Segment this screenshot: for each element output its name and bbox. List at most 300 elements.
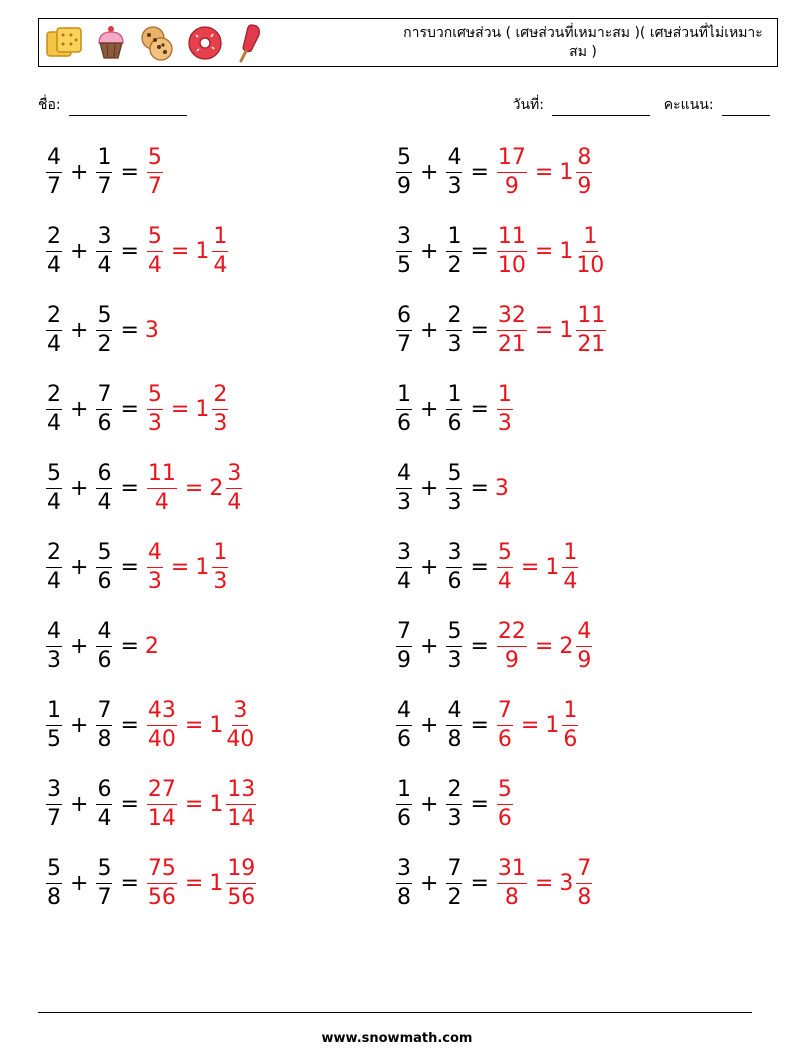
fraction-a [46, 303, 62, 358]
fraction-a [396, 145, 412, 200]
answer-fraction [497, 698, 513, 753]
footer-rule [38, 1012, 752, 1013]
fraction-b-denominator: 2 [447, 252, 462, 278]
fraction-b-numerator: 1 [446, 382, 462, 410]
answer-fraction-numerator: 5 [497, 777, 513, 805]
mixed-denominator: 14 [227, 805, 256, 831]
problem-item [44, 221, 230, 281]
problem-item [44, 300, 160, 360]
fraction-b [446, 619, 462, 674]
equals-sign: = [470, 475, 489, 501]
equals-sign: = [120, 870, 139, 896]
equals-sign: = [120, 712, 139, 738]
answer-equals-sign: = [534, 238, 554, 264]
answer-fraction [147, 145, 163, 200]
problem-item [394, 537, 580, 597]
fraction-a-numerator: 1 [396, 382, 412, 410]
fraction-a [46, 777, 62, 832]
fraction-b-denominator: 2 [447, 884, 462, 910]
equals-sign: = [120, 791, 139, 817]
mixed-denominator: 21 [577, 331, 606, 357]
answer-fraction-numerator: 5 [147, 145, 163, 173]
answer-fraction-denominator: 3 [147, 568, 162, 594]
fraction-a-numerator: 2 [46, 382, 62, 410]
mixed-numerator: 8 [576, 145, 592, 173]
fraction-a-numerator: 1 [46, 698, 62, 726]
mixed-whole: 2 [559, 633, 574, 659]
fraction-b [96, 698, 112, 753]
answer-fraction-denominator: 4 [147, 252, 162, 278]
answer [495, 698, 580, 753]
plus-sign: + [420, 159, 439, 185]
mixed-denominator: 3 [213, 568, 228, 594]
mixed-numerator: 1 [212, 540, 228, 568]
plus-sign: + [420, 712, 439, 738]
fraction-b-denominator: 6 [447, 568, 462, 594]
answer-fraction-denominator: 9 [504, 173, 519, 199]
problem-item [394, 379, 515, 439]
fraction-a-denominator: 3 [397, 489, 411, 515]
answer-fraction-numerator: 75 [147, 856, 177, 884]
plus-sign: + [70, 159, 89, 185]
donut-icon [187, 25, 223, 61]
fraction-b-numerator: 1 [446, 224, 462, 252]
answer-fraction [147, 777, 177, 832]
problem-item [394, 695, 580, 755]
answer [145, 856, 258, 911]
plus-sign: + [70, 870, 89, 896]
date-blank[interactable] [552, 101, 650, 116]
mixed-numerator: 3 [232, 698, 248, 726]
fraction-a-denominator: 4 [47, 489, 61, 515]
mixed-numerator: 1 [212, 224, 228, 252]
name-label: ชื่อ: [38, 97, 61, 113]
fraction-a [396, 382, 412, 437]
problem-item [44, 616, 160, 676]
answer-fraction [497, 145, 527, 200]
fraction-b-numerator: 3 [446, 540, 462, 568]
plus-sign: + [420, 475, 439, 501]
mixed-numerator: 4 [576, 619, 592, 647]
plus-sign: + [420, 791, 439, 817]
fraction-a-numerator: 4 [46, 619, 62, 647]
footer-url: www.snowmath.com [321, 1031, 473, 1046]
mixed-denominator: 8 [577, 884, 592, 910]
fraction-a-denominator: 4 [397, 568, 411, 594]
mixed-numerator: 7 [576, 856, 592, 884]
answer-equals-sign: = [534, 317, 554, 343]
problem-item [394, 142, 594, 202]
answer-fraction-denominator: 10 [497, 252, 526, 278]
fraction-b-denominator: 6 [97, 647, 112, 673]
fraction-a-denominator: 5 [397, 252, 411, 278]
mixed-numerator: 1 [582, 224, 598, 252]
mixed-whole: 1 [545, 554, 560, 580]
fraction-a-denominator: 4 [47, 252, 61, 278]
equals-sign: = [470, 870, 489, 896]
answer-fraction-numerator: 32 [497, 303, 527, 331]
cupcake-icon [95, 25, 127, 61]
equals-sign: = [120, 238, 139, 264]
equals-sign: = [470, 554, 489, 580]
answer-whole: 3 [144, 317, 159, 343]
plus-sign: + [70, 475, 89, 501]
problem-item [44, 458, 244, 518]
answer [145, 540, 230, 595]
answer-fraction [147, 540, 163, 595]
mixed-denominator: 4 [227, 489, 242, 515]
mixed-denominator: 3 [213, 410, 228, 436]
date-label: วันที่: [512, 97, 544, 113]
fraction-a-denominator: 8 [397, 884, 411, 910]
mixed-numerator: 3 [226, 461, 242, 489]
equals-sign: = [120, 396, 139, 422]
answer-equals-sign: = [184, 870, 204, 896]
answer-fraction-denominator: 6 [497, 726, 512, 752]
answer-fraction-denominator: 4 [497, 568, 512, 594]
answer-fraction [497, 856, 527, 911]
answer-fraction-denominator: 8 [504, 884, 519, 910]
fraction-b-denominator: 7 [97, 884, 112, 910]
mixed-whole: 1 [545, 712, 560, 738]
icon-row [45, 23, 265, 63]
fraction-a-denominator: 6 [397, 805, 411, 831]
answer [145, 634, 160, 659]
answer-fraction-numerator: 1 [497, 382, 513, 410]
fraction-a-numerator: 5 [396, 145, 412, 173]
problem-item [394, 616, 594, 676]
answer [145, 461, 244, 516]
problem-item [394, 458, 510, 518]
fraction-a-numerator: 2 [46, 303, 62, 331]
fraction-b-numerator: 5 [96, 856, 112, 884]
fraction-a [396, 461, 412, 516]
answer-fraction-numerator: 27 [147, 777, 177, 805]
answer-fraction-numerator: 17 [497, 145, 527, 173]
fraction-b [96, 777, 112, 832]
answer-fraction [497, 777, 513, 832]
fraction-b-numerator: 4 [96, 619, 112, 647]
equals-sign: = [470, 396, 489, 422]
mixed-fraction [212, 224, 228, 279]
answer-fraction-denominator: 4 [154, 489, 169, 515]
problem-item [44, 142, 165, 202]
problem-item [44, 695, 256, 755]
equals-sign: = [470, 633, 489, 659]
mixed-whole: 1 [559, 159, 574, 185]
fraction-b-denominator: 3 [447, 805, 462, 831]
answer-fraction-denominator: 14 [147, 805, 176, 831]
fraction-b [446, 777, 462, 832]
fraction-b-denominator: 3 [447, 489, 462, 515]
fraction-b-denominator: 2 [97, 331, 112, 357]
answer-fraction-denominator: 3 [497, 410, 512, 436]
equals-sign: = [470, 712, 489, 738]
fraction-b-numerator: 5 [446, 619, 462, 647]
fraction-b-numerator: 2 [446, 303, 462, 331]
mixed-whole: 1 [559, 317, 574, 343]
problem-item [44, 853, 258, 913]
equals-sign: = [470, 159, 489, 185]
answer-fraction-numerator: 5 [147, 382, 163, 410]
mixed-denominator: 56 [227, 884, 256, 910]
answer-equals-sign: = [520, 554, 540, 580]
answer-fraction-denominator: 40 [147, 726, 176, 752]
mixed-numerator: 1 [562, 698, 578, 726]
answer [145, 698, 256, 753]
fraction-b [446, 540, 462, 595]
fraction-b-denominator: 3 [447, 647, 462, 673]
fraction-b [446, 698, 462, 753]
mixed-denominator: 4 [563, 568, 578, 594]
equals-sign: = [120, 633, 139, 659]
fraction-a [396, 619, 412, 674]
answer-equals-sign: = [170, 238, 190, 264]
fraction-b-numerator: 4 [446, 698, 462, 726]
mixed-whole: 1 [209, 791, 224, 817]
answer-fraction-numerator: 43 [147, 698, 177, 726]
score-label: คะแนน: [663, 97, 714, 113]
fraction-b [446, 382, 462, 437]
fraction-b [446, 856, 462, 911]
answer-fraction [497, 619, 527, 674]
answer-equals-sign: = [534, 159, 554, 185]
answer-fraction-numerator: 11 [497, 224, 527, 252]
fraction-b-denominator: 6 [97, 410, 112, 436]
answer [495, 476, 510, 501]
answer-fraction [147, 856, 177, 911]
fraction-a-numerator: 2 [46, 224, 62, 252]
problem-item [394, 853, 594, 913]
fraction-a-numerator: 3 [46, 777, 62, 805]
cookies-icon [139, 25, 175, 61]
fraction-b [446, 224, 462, 279]
mixed-fraction [226, 698, 254, 753]
answer-whole: 2 [144, 633, 159, 659]
fraction-a [396, 224, 412, 279]
fraction-b [446, 461, 462, 516]
problem-item [394, 221, 606, 281]
mixed-numerator: 11 [576, 303, 606, 331]
fraction-a [46, 224, 62, 279]
fraction-b-numerator: 7 [446, 856, 462, 884]
answer [145, 318, 160, 343]
answer-fraction-numerator: 22 [497, 619, 527, 647]
mixed-denominator: 10 [576, 252, 605, 278]
answer-fraction [497, 382, 513, 437]
fraction-a-denominator: 7 [47, 805, 61, 831]
fraction-a-denominator: 4 [47, 410, 61, 436]
fraction-a [46, 540, 62, 595]
answer [145, 382, 230, 437]
plus-sign: + [70, 317, 89, 343]
plus-sign: + [420, 633, 439, 659]
fraction-b-numerator: 1 [96, 145, 112, 173]
answer-fraction-numerator: 31 [497, 856, 527, 884]
answer [495, 303, 608, 358]
plus-sign: + [70, 238, 89, 264]
fraction-a-numerator: 6 [396, 303, 412, 331]
answer-fraction-numerator: 4 [147, 540, 163, 568]
answer-fraction [147, 461, 177, 516]
fraction-a-numerator: 5 [46, 461, 62, 489]
fraction-b-numerator: 2 [446, 777, 462, 805]
equals-sign: = [470, 791, 489, 817]
answer-equals-sign: = [184, 791, 204, 817]
mixed-whole: 1 [195, 554, 210, 580]
date-score-field [513, 94, 770, 116]
answer [495, 145, 594, 200]
answer-fraction-denominator: 6 [497, 805, 512, 831]
answer-fraction [147, 698, 177, 753]
plus-sign: + [70, 791, 89, 817]
mixed-whole: 2 [209, 475, 224, 501]
answer [495, 224, 606, 279]
fraction-b [96, 145, 112, 200]
fraction-a-numerator: 3 [396, 224, 412, 252]
fraction-a [46, 461, 62, 516]
fraction-b [96, 461, 112, 516]
fraction-b-numerator: 4 [446, 145, 462, 173]
fraction-b-denominator: 7 [97, 173, 112, 199]
mixed-whole: 1 [195, 396, 210, 422]
plus-sign: + [70, 396, 89, 422]
answer-fraction-numerator: 5 [147, 224, 163, 252]
answer [145, 145, 165, 200]
fraction-b-numerator: 5 [96, 303, 112, 331]
mixed-fraction [576, 856, 592, 911]
fraction-a [396, 540, 412, 595]
fraction-a-numerator: 4 [396, 698, 412, 726]
fraction-b [446, 145, 462, 200]
score-blank[interactable] [722, 101, 770, 116]
fraction-b-denominator: 6 [447, 410, 462, 436]
mixed-fraction [576, 303, 606, 358]
fraction-b-denominator: 3 [447, 173, 462, 199]
answer-fraction [497, 540, 513, 595]
fraction-b [446, 303, 462, 358]
mixed-fraction [576, 619, 592, 674]
fraction-a-numerator: 4 [46, 145, 62, 173]
equals-sign: = [120, 159, 139, 185]
fraction-a-denominator: 7 [397, 331, 411, 357]
equals-sign: = [120, 317, 139, 343]
worksheet-title: การบวกเศษส่วน ( เศษส่วนที่เหมาะสม )( เศษส่วนที่ไม่เหมาะสม ) [403, 25, 763, 60]
mixed-denominator: 6 [563, 726, 578, 752]
answer-fraction-denominator: 7 [147, 173, 162, 199]
plus-sign: + [70, 554, 89, 580]
fraction-a-numerator: 7 [396, 619, 412, 647]
fraction-a-numerator: 1 [396, 777, 412, 805]
equals-sign: = [470, 317, 489, 343]
fraction-b [96, 224, 112, 279]
fraction-a-numerator: 2 [46, 540, 62, 568]
mixed-numerator: 13 [226, 777, 256, 805]
fraction-a [46, 382, 62, 437]
mixed-denominator: 9 [577, 647, 592, 673]
fraction-a-denominator: 3 [47, 647, 61, 673]
mixed-whole: 1 [559, 238, 574, 264]
fraction-a-numerator: 3 [396, 856, 412, 884]
mixed-fraction [212, 382, 228, 437]
fraction-b [96, 856, 112, 911]
fraction-b-denominator: 4 [97, 489, 112, 515]
problem-item [394, 300, 608, 360]
fraction-a-denominator: 4 [47, 331, 61, 357]
fraction-a-denominator: 9 [397, 173, 411, 199]
name-blank[interactable] [69, 101, 187, 116]
plus-sign: + [70, 712, 89, 738]
fraction-b-denominator: 4 [97, 252, 112, 278]
answer-fraction-denominator: 9 [504, 647, 519, 673]
answer [495, 856, 594, 911]
answer-fraction-denominator: 21 [497, 331, 526, 357]
answer [495, 382, 515, 437]
fraction-b [96, 382, 112, 437]
equals-sign: = [470, 238, 489, 264]
answer [495, 540, 580, 595]
fraction-b-denominator: 4 [97, 805, 112, 831]
fraction-b-numerator: 7 [96, 698, 112, 726]
fraction-b-denominator: 3 [447, 331, 462, 357]
problem-item [44, 379, 230, 439]
popsicle-icon [235, 23, 265, 63]
mixed-denominator: 4 [213, 252, 228, 278]
answer-fraction [497, 303, 527, 358]
mixed-numerator: 1 [562, 540, 578, 568]
fraction-a [396, 303, 412, 358]
mixed-fraction [226, 461, 242, 516]
answer-equals-sign: = [170, 396, 190, 422]
fraction-b [96, 540, 112, 595]
fraction-b [96, 303, 112, 358]
fraction-b-numerator: 5 [446, 461, 462, 489]
fraction-b-denominator: 8 [447, 726, 462, 752]
plus-sign: + [420, 238, 439, 264]
problem-item [44, 537, 230, 597]
mixed-fraction [576, 145, 592, 200]
answer [145, 224, 230, 279]
mixed-fraction [576, 224, 604, 279]
answer-fraction-numerator: 11 [147, 461, 177, 489]
plus-sign: + [420, 317, 439, 343]
fraction-a-denominator: 8 [47, 884, 61, 910]
answer-fraction-numerator: 5 [497, 540, 513, 568]
fraction-b-numerator: 3 [96, 224, 112, 252]
name-field [38, 94, 187, 116]
plus-sign: + [420, 554, 439, 580]
fraction-a-denominator: 6 [397, 410, 411, 436]
problem-item [44, 774, 258, 834]
answer-equals-sign: = [184, 475, 204, 501]
answer-fraction-denominator: 3 [147, 410, 162, 436]
fraction-b-denominator: 6 [97, 568, 112, 594]
plus-sign: + [420, 870, 439, 896]
fraction-b-denominator: 8 [97, 726, 112, 752]
mixed-whole: 1 [209, 712, 224, 738]
mixed-denominator: 9 [577, 173, 592, 199]
fraction-b-numerator: 7 [96, 382, 112, 410]
answer-whole: 3 [494, 475, 509, 501]
mixed-numerator: 19 [226, 856, 256, 884]
fraction-a-numerator: 5 [46, 856, 62, 884]
fraction-b [96, 619, 112, 674]
answer-equals-sign: = [520, 712, 540, 738]
fraction-a-numerator: 4 [396, 461, 412, 489]
answer-fraction-numerator: 7 [497, 698, 513, 726]
answer-fraction [497, 224, 527, 279]
plus-sign: + [70, 633, 89, 659]
